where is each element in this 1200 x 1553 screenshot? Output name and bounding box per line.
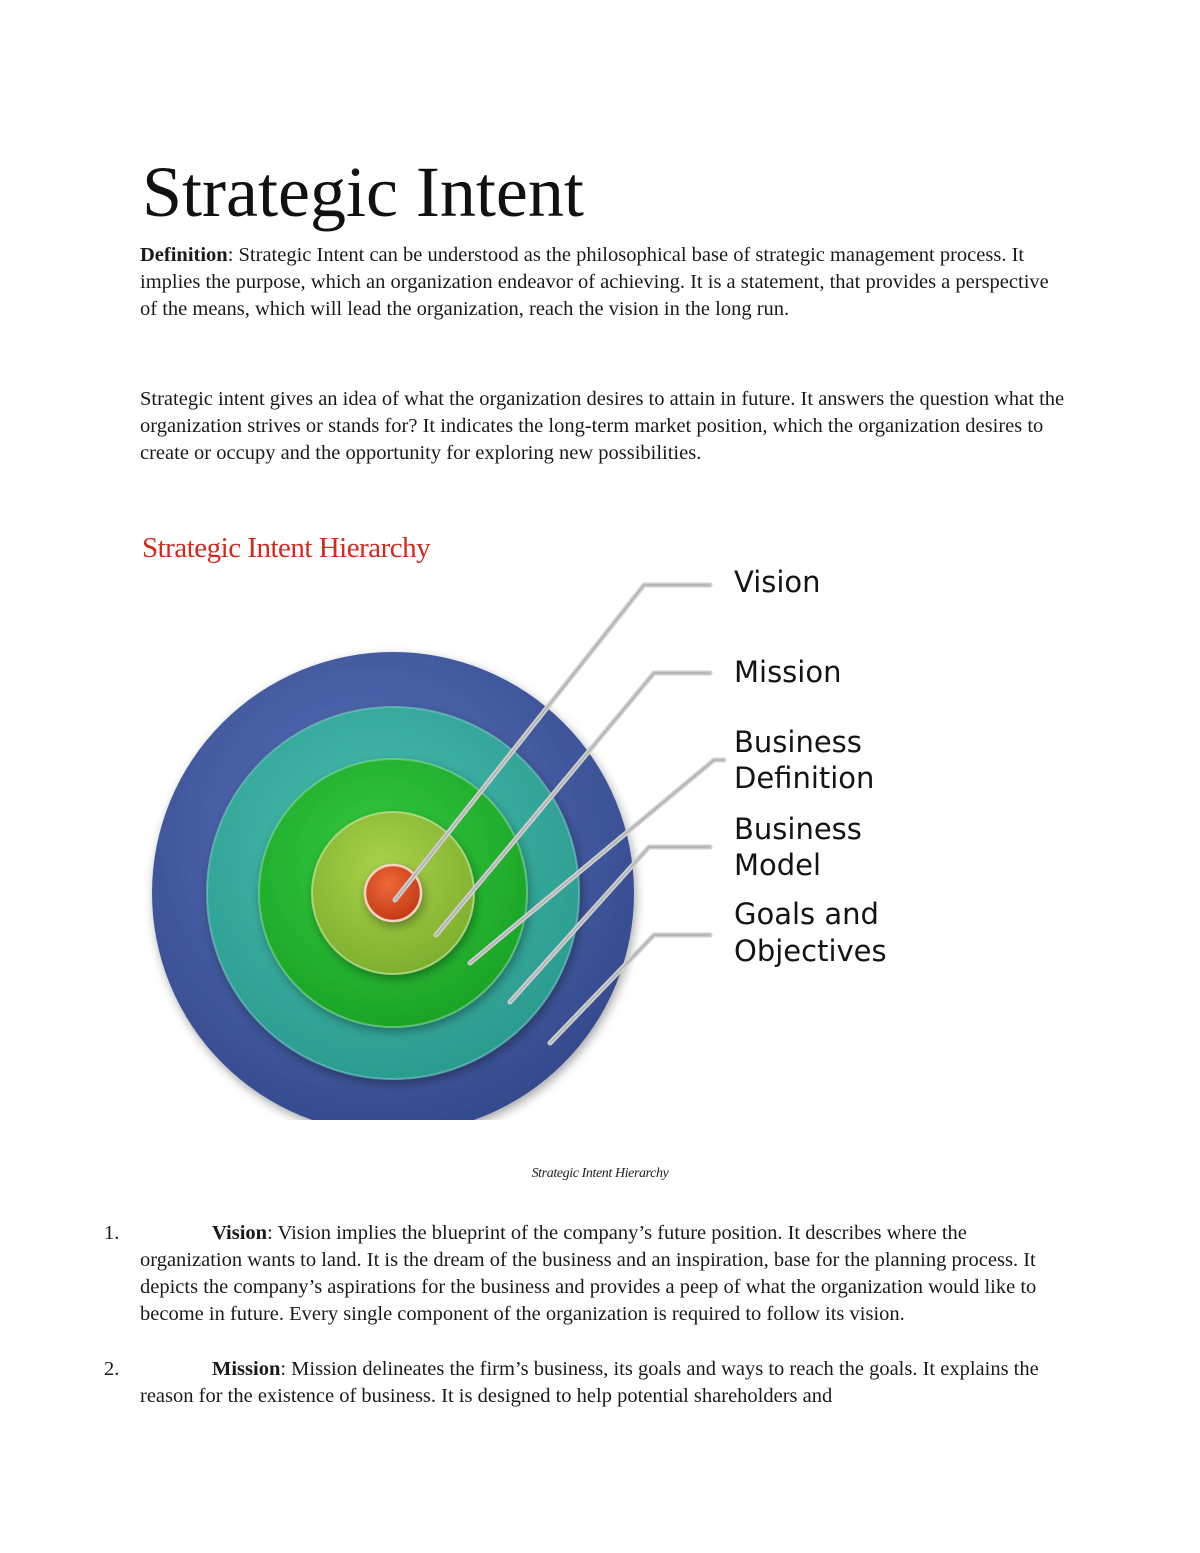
list-term: Vision [212,1222,268,1244]
definition-text: : Strategic Intent can be understood as the philosophical base of strategic management process. It implies the purpose, which an organization endeavor of achieving. It is a statement, that provides a perspective of the means, which will lead the organization, reach the vision in the long run. [140,244,1049,320]
list-term: Mission [212,1358,281,1380]
center-vision [365,865,421,921]
label-mission: Mission [734,655,842,689]
label-business-model-line2: Model [734,848,822,882]
figure-caption: Strategic Intent Hierarchy [531,1166,669,1181]
intro-paragraph: Strategic intent gives an idea of what the organization desires to attain in future. It answers the question what the organization strives or stands for? It indicates the long-term market position, which the organization desires to create or occupy and the opportunity for exploring new possibilities. [140,388,1065,464]
strategic-intent-diagram [140,560,920,1120]
label-goals-line1: Goals and [734,897,879,931]
list-body [140,1356,1064,1410]
label-business-model-line1: Business [734,812,862,846]
list-number: 2. [104,1358,120,1380]
label-business-definition-line1: Business [734,725,862,759]
definition-term: Definition [140,244,228,266]
list-number: 1. [104,1222,120,1244]
list-text: : Mission delineates the firm’s business, its goals and ways to reach the goals. It explains the reason for the existence of business. It is designed to help potential shareholders and [140,1358,1039,1407]
label-goals-line2: Objectives [734,934,887,968]
list-item [104,1220,1064,1328]
label-business-definition-line2: Definition [734,761,875,795]
page-title: Strategic Intent [142,152,584,232]
list-item [104,1356,1064,1410]
list-text: : Vision implies the blueprint of the company’s future position. It describes where the organization wants to land. It is the dream of the business and an inspiration, base for the planning process. It depicts the company’s aspirations for the business and provides a peep of what the organization would like to become in future. Every single component of the organization is required to follow its vision. [140,1222,1037,1325]
list-body [140,1220,1064,1328]
definition-paragraph [140,242,1070,323]
section-heading: Strategic Intent Hierarchy [142,532,431,564]
label-vision: Vision [734,565,821,599]
